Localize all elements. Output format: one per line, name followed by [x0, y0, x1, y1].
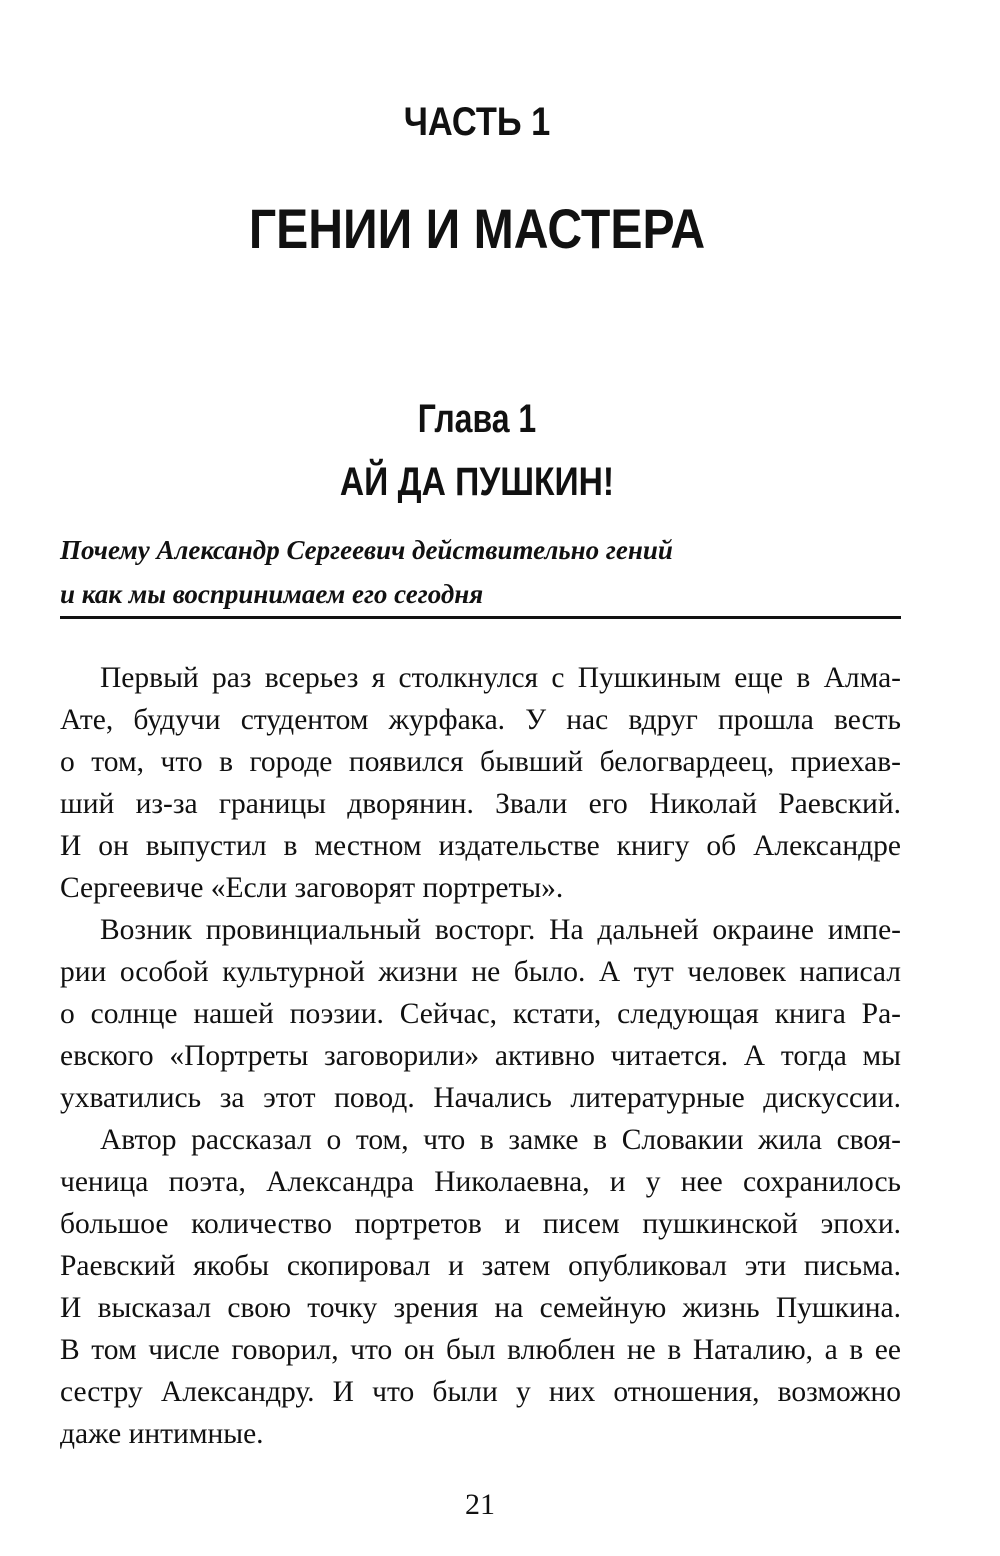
text-line: евского «Портреты заговорили» активно читается. А тогда мы — [60, 1040, 901, 1072]
epigraph-line: и как мы воспринимаем его сегодня — [60, 579, 484, 609]
chapter-label: Глава 1 — [417, 397, 537, 441]
text-line: ченица поэта, Александра Николаевна, и у нее сохранилось — [60, 1166, 901, 1198]
text-line: даже интимные. — [60, 1418, 264, 1450]
paragraph — [60, 657, 901, 909]
text-line: рии особой культурной жизни не было. А тут человек написал — [60, 956, 901, 988]
text-line: И высказал свою точку зрения на семейную жизнь Пушкина. — [60, 1292, 901, 1324]
text-line: о солнце нашей поэзии. Сейчас, кстати, следующая книга Ра- — [60, 998, 901, 1030]
epigraph-line: Почему Александр Сергеевич действительно гений — [60, 535, 673, 565]
part-label: ЧАСТЬ 1 — [403, 100, 551, 144]
text-line: Раевский якобы скопировал и затем опубликовал эти письма. — [60, 1250, 901, 1282]
text-line: Ате, будучи студентом журфака. У нас вдруг прошла весть — [60, 704, 901, 736]
part-title: ГЕНИИ И МАСТЕРА — [248, 197, 706, 260]
epigraph — [60, 528, 920, 616]
body-text — [60, 657, 901, 1455]
text-line: сестру Александру. И что были у них отношения, возможно — [60, 1376, 901, 1408]
text-line: ухватились за этот повод. Начались литературные дискуссии. — [60, 1082, 901, 1114]
text-line: Автор рассказал о том, что в замке в Словакии жила своя- — [100, 1124, 901, 1156]
chapter-title: АЙ ДА ПУШКИН! — [339, 460, 615, 504]
paragraph — [60, 909, 901, 1119]
text-line: Возник провинциальный восторг. На дальней окраине импе- — [100, 914, 901, 946]
text-line: о том, что в городе появился бывший белогвардеец, приехав- — [60, 746, 901, 778]
text-line: Сергеевиче «Если заговорят портреты». — [60, 872, 564, 904]
text-line: В том числе говорил, что он был влюблен не в Наталию, а в ее — [60, 1334, 901, 1366]
text-line: большое количество портретов и писем пушкинской эпохи. — [60, 1208, 901, 1240]
text-line: Первый раз всерьез я столкнулся с Пушкиным еще в Алма- — [100, 662, 901, 694]
text-line: И он выпустил в местном издательстве книгу об Александре — [60, 830, 901, 862]
epigraph-divider — [60, 616, 901, 619]
paragraph — [60, 1119, 901, 1455]
text-line: ший из-за границы дворянин. Звали его Николай Раевский. — [60, 788, 901, 820]
page-number: 21 — [465, 1488, 495, 1521]
